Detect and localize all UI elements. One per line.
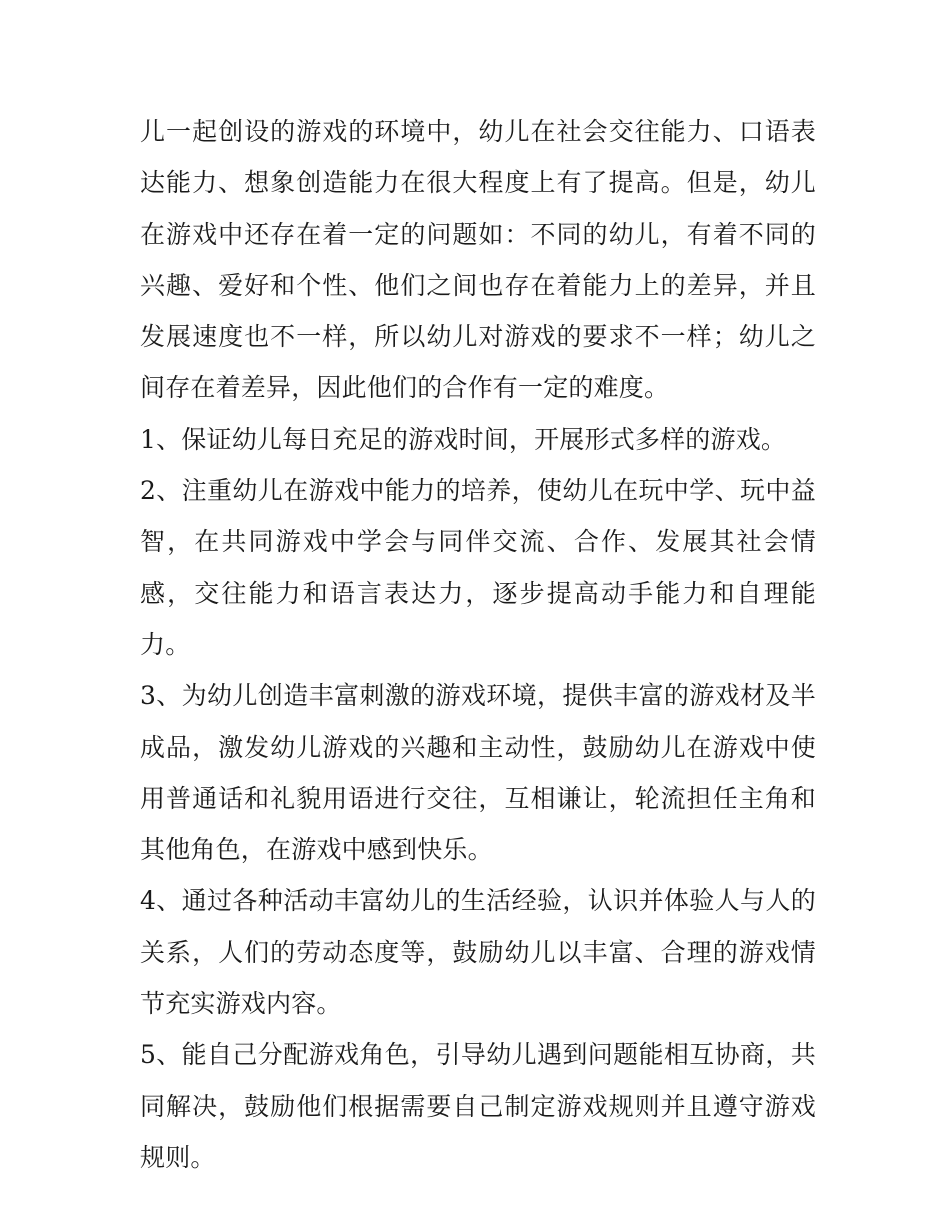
document-body [140,106,816,1183]
list-item-3: 3、为幼儿创造丰富刺激的游戏环境，提供丰富的游戏材及半成品，激发幼儿游戏的兴趣和主动性，鼓励幼儿在游戏中使用普通话和礼貌用语进行交往，互相谦让，轮流担任主角和其他角色，在游戏中感到快乐。 [140,681,816,865]
list-item-2: 2、注重幼儿在游戏中能力的培养，使幼儿在玩中学、玩中益智，在共同游戏中学会与同伴交流、合作、发展其社会情感，交往能力和语言表达力，逐步提高动手能力和自理能力。 [140,476,816,659]
list-item-5: 5、能自己分配游戏角色，引导幼儿遇到问题能相互协商，共同解决，鼓励他们根据需要自己制定游戏规则并且遵守游戏规则。 [140,1040,816,1172]
intro-paragraph: 儿一起创设的游戏的环境中，幼儿在社会交往能力、口语表达能力、想象创造能力在很大程度上有了提高。但是，幼儿在游戏中还存在着一定的问题如：不同的幼儿，有着不同的兴趣、爱好和个性、他们之间也存在着能力上的差异，并且发展速度也不一样，所以幼儿对游戏的要求不一样；幼儿之间存在着差异，因此他们的合作有一定的难度。 [140,117,816,403]
list-item-1: 1、保证幼儿每日充足的游戏时间，开展形式多样的游戏。 [140,424,787,454]
list-item-4: 4、通过各种活动丰富幼儿的生活经验，认识并体验人与人的关系，人们的劳动态度等，鼓励幼儿以丰富、合理的游戏情节充实游戏内容。 [140,886,816,1019]
